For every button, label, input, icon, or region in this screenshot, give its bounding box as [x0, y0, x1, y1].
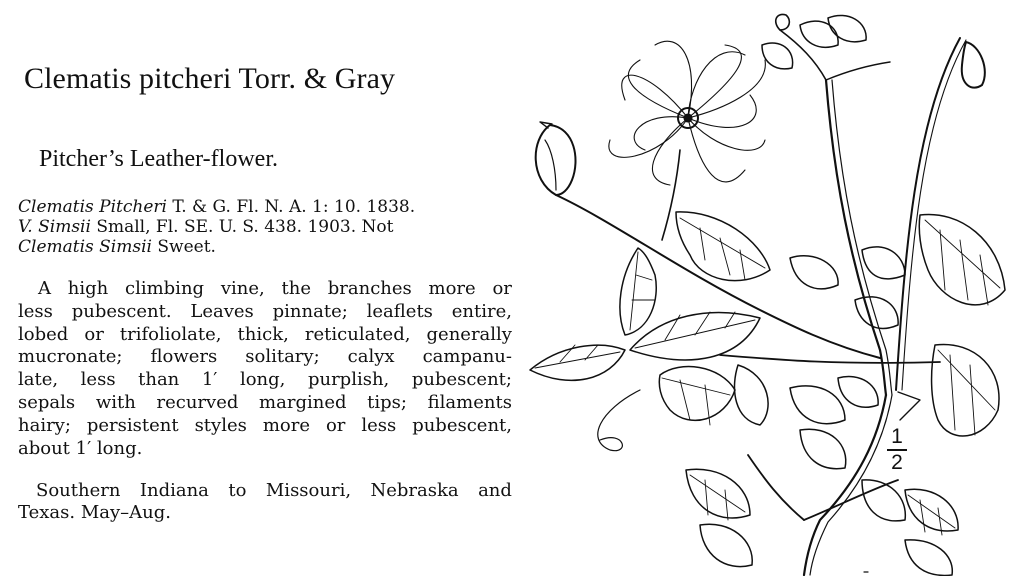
description-line [18, 369, 512, 392]
word: tips; [367, 391, 407, 413]
synonym-name: Clematis Pitcheri [18, 197, 167, 217]
word: less [361, 414, 397, 436]
leaf [530, 345, 625, 380]
synonym-citation: Small, Fl. SE. U. S. 438. 1903. Not [90, 217, 394, 237]
word: solitary; [245, 346, 320, 368]
description-line [18, 301, 512, 324]
leaf [905, 540, 952, 576]
word: climbing [125, 278, 205, 299]
word: sepals [18, 391, 76, 413]
description-line [18, 346, 512, 369]
word: the [281, 278, 311, 299]
word: margined [259, 391, 347, 413]
word: to [228, 480, 247, 501]
word: pinnate; [272, 300, 348, 322]
synonymy-block [18, 197, 518, 257]
word: mucronate; [18, 346, 123, 368]
word: Indiana [139, 480, 209, 501]
word: filaments [427, 391, 512, 413]
word: recurved [156, 391, 239, 413]
distribution-line [18, 480, 512, 502]
word: branches [327, 278, 412, 299]
leaf [919, 214, 1005, 304]
leaf [790, 256, 838, 289]
leaf [862, 247, 905, 279]
leaf [932, 344, 999, 436]
word: or [325, 414, 346, 436]
word: persistent [86, 414, 179, 436]
word: Leaves [190, 300, 254, 322]
word: thick, [237, 323, 289, 345]
synonymy-line-1 [18, 197, 518, 217]
leaf [734, 365, 768, 425]
word: campanu- [422, 346, 512, 368]
plant-illustration [522, 8, 1012, 576]
word: entire, [451, 300, 512, 322]
scale-label [884, 426, 910, 474]
word: less [18, 300, 53, 322]
word: late, [18, 369, 59, 391]
word: less [80, 369, 116, 391]
word: or [84, 323, 104, 345]
leaf [855, 297, 898, 329]
leaf [676, 212, 770, 281]
synonym-name: Clematis Simsii [18, 237, 152, 257]
word: long, [239, 369, 286, 391]
word: calyx [347, 346, 395, 368]
word: reticulated, [304, 323, 411, 345]
word: more [428, 278, 476, 299]
leaf [620, 248, 656, 335]
word: purplish, [307, 369, 390, 391]
page-title: Clematis pitcheri Torr. & Gray [24, 62, 396, 95]
word: Nebraska [370, 480, 459, 501]
word: A [38, 278, 51, 299]
description-line: about 1′ long. [18, 437, 143, 459]
description-line [18, 324, 512, 347]
distribution-paragraph [18, 480, 512, 524]
synonymy-line-2 [18, 217, 518, 237]
word: pubescent; [411, 369, 512, 391]
word: Missouri, [265, 480, 352, 501]
word: high [67, 278, 109, 299]
word: than [138, 369, 180, 391]
buds [536, 14, 985, 195]
top-bud [776, 14, 790, 30]
scale-denominator: 2 [891, 451, 903, 474]
word: generally [426, 323, 512, 345]
word: pubescent. [71, 300, 172, 322]
word: pubescent, [412, 414, 512, 436]
word: flowers [150, 346, 218, 368]
distribution-line: Texas. May–Aug. [18, 502, 171, 523]
word: Southern [36, 480, 121, 501]
scale-numerator: 1 [891, 425, 903, 448]
word: styles [194, 414, 247, 436]
word: 1′ [201, 369, 218, 391]
leaf [800, 429, 846, 468]
leaf [838, 377, 878, 408]
word: leaflets [366, 300, 433, 322]
right-bud [962, 42, 985, 88]
description-line [18, 415, 512, 438]
word: vine, [220, 278, 265, 299]
word: more [262, 414, 310, 436]
flower-filaments [609, 41, 765, 185]
leaf [630, 313, 760, 360]
leaf [800, 21, 838, 47]
leaves [530, 15, 1005, 575]
leaf [762, 43, 793, 69]
synonym-citation: Sweet. [151, 237, 216, 257]
leaf [700, 524, 752, 566]
description-line [18, 278, 512, 301]
stem-lines [556, 30, 966, 575]
word: lobed [18, 323, 69, 345]
synonymy-line-3 [18, 237, 518, 257]
word: hairy; [18, 414, 71, 436]
synonym-citation: T. & G. Fl. N. A. 1: 10. 1838. [166, 197, 416, 217]
word: with [95, 391, 136, 413]
word: and [478, 480, 512, 501]
synonym-name: V. Simsii [18, 217, 91, 237]
description-paragraph [18, 278, 512, 460]
word: or [492, 278, 512, 299]
leaf [790, 386, 845, 424]
description-line [18, 392, 512, 415]
common-name: Pitcher’s Leather-flower. [39, 146, 278, 172]
word: trifoliolate, [119, 323, 222, 345]
